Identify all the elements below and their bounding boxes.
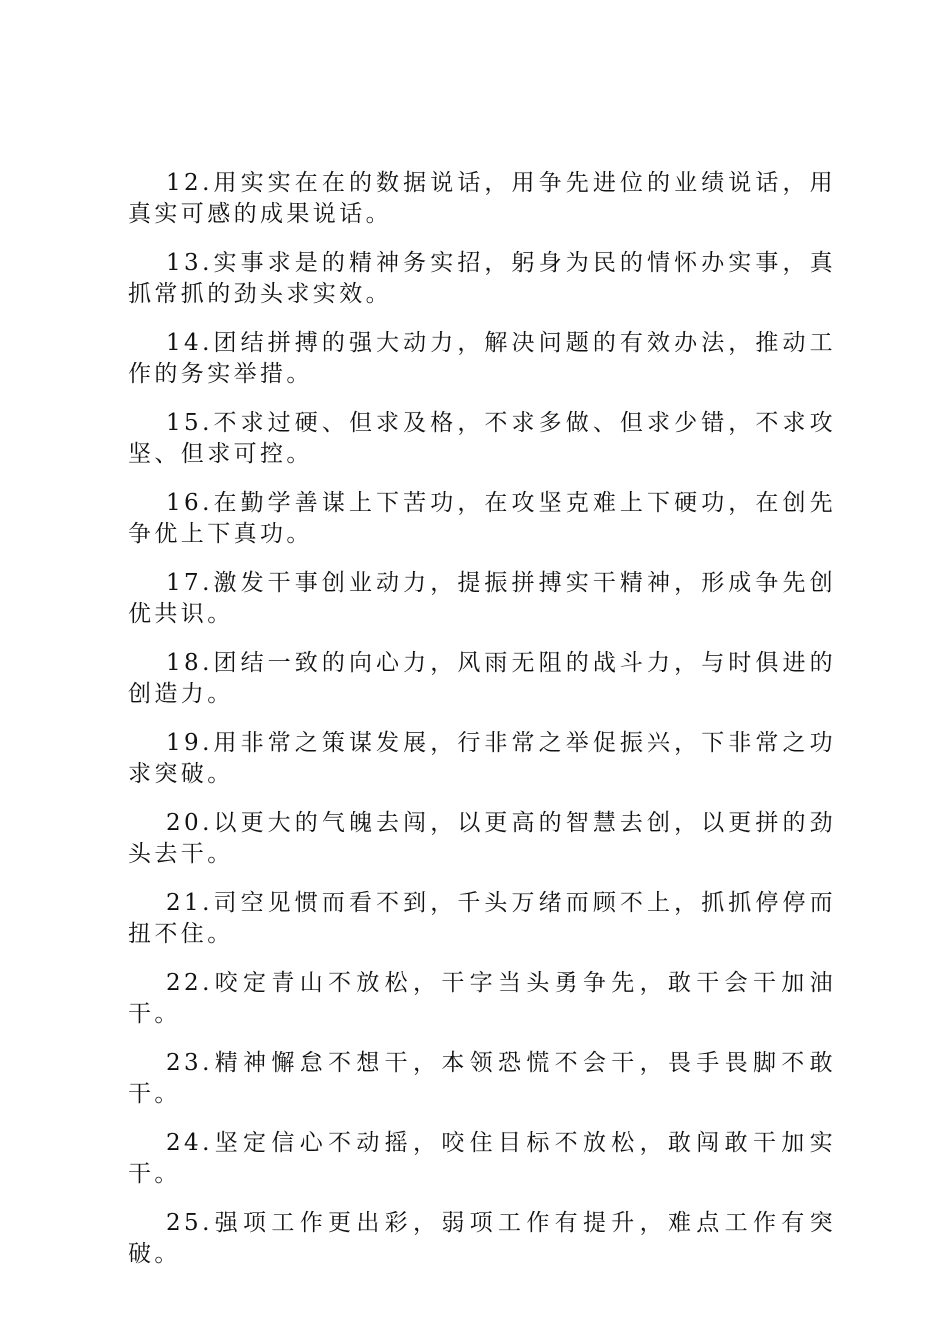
list-item: 20.以更大的气魄去闯，以更高的智慧去创，以更拼的劲头去干。 [128,810,836,867]
list-item: 14.团结拼搏的强大动力，解决问题的有效办法，推动工作的务实举措。 [128,330,836,387]
list-item: 25.强项工作更出彩，弱项工作有提升，难点工作有突破。 [128,1210,836,1267]
list-item: 12.用实实在在的数据说话，用争先进位的业绩说话，用真实可感的成果说话。 [128,170,836,227]
list-item: 16.在勤学善谋上下苦功，在攻坚克难上下硬功，在创先争优上下真功。 [128,490,836,547]
document-body [128,168,836,1288]
list-item: 13.实事求是的精神务实招，躬身为民的情怀办实事，真抓常抓的劲头求实效。 [128,250,836,307]
list-item: 23.精神懈怠不想干，本领恐慌不会干，畏手畏脚不敢干。 [128,1050,836,1107]
list-item: 15.不求过硬、但求及格，不求多做、但求少错，不求攻坚、但求可控。 [128,410,836,467]
list-item: 21.司空见惯而看不到，千头万绪而顾不上，抓抓停停而扭不住。 [128,890,836,947]
list-item: 17.激发干事创业动力，提振拼搏实干精神，形成争先创优共识。 [128,570,836,627]
list-item: 22.咬定青山不放松，干字当头勇争先，敢干会干加油干。 [128,970,836,1027]
list-item: 18.团结一致的向心力，风雨无阻的战斗力，与时俱进的创造力。 [128,650,836,707]
list-item: 24.坚定信心不动摇，咬住目标不放松，敢闯敢干加实干。 [128,1130,836,1187]
list-item: 19.用非常之策谋发展，行非常之举促振兴，下非常之功求突破。 [128,730,836,787]
